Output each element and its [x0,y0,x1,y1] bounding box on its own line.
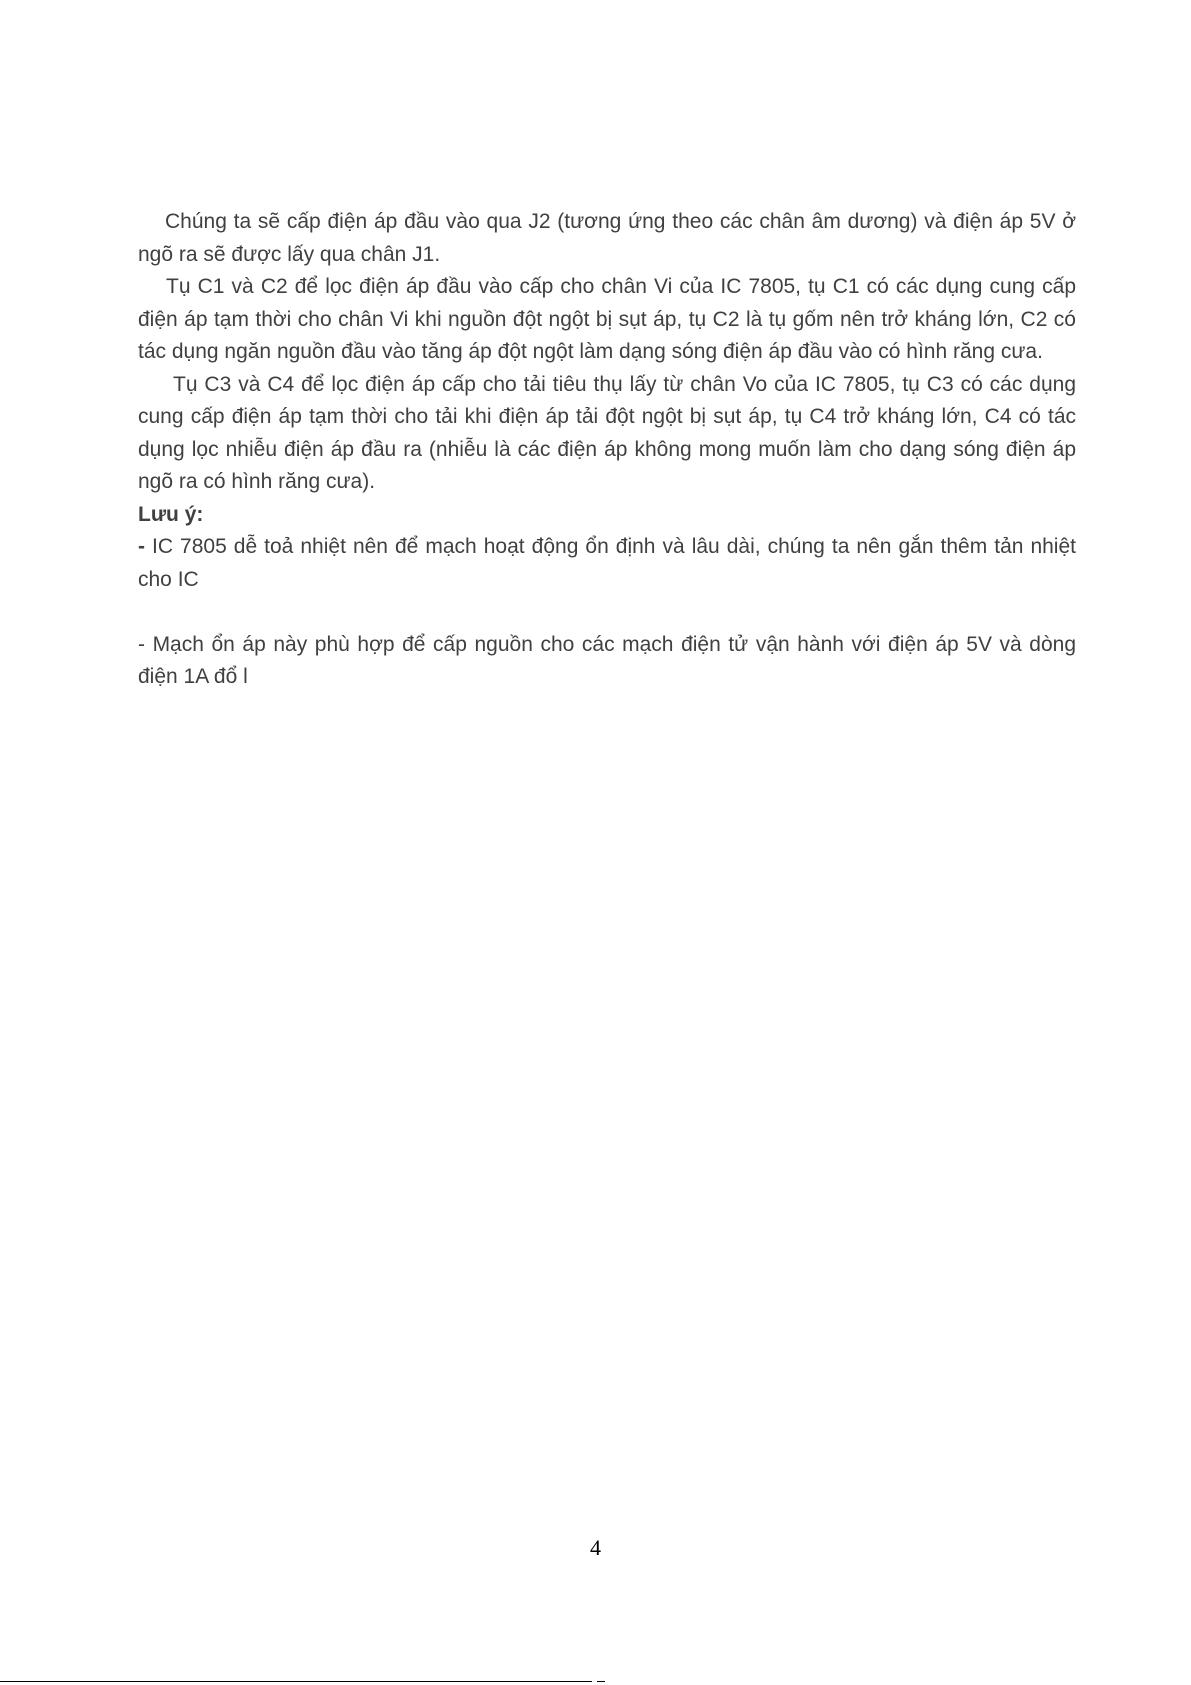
note-item-usage: - Mạch ổn áp này phù hợp để cấp nguồn cho các mạch điện tử vận hành với điện áp 5V và dòng điện 1A đổ l [138,632,1076,688]
note-heading: Lưu ý: [138,502,204,526]
document-body [138,206,1076,694]
note-item-heat-sink [138,531,1076,596]
paragraph-output-capacitors: Tụ C3 và C4 để lọc điện áp cấp cho tải tiêu thụ lấy từ chân Vo của IC 7805, tụ C3 có các dụng cung cấp điện áp tạm thời cho tải khi điện áp tải đột ngột bị sụt áp, tụ C4 trở kháng lớn, C4 có tác dụng lọc nhiễu điện áp đầu ra (nhiễu là các điện áp không mong muốn làm cho dạng sóng điện áp ngõ ra có hình răng cưa). [138,372,1076,493]
footer-rule [0,1681,592,1682]
paragraph-input-voltage: Chúng ta sẽ cấp điện áp đầu vào qua J2 (tương ứng theo các chân âm dương) và điện áp 5V ở ngõ ra sẽ được lấy qua chân J1. [138,210,1076,266]
blank-line [138,596,1076,629]
note-item-text: IC 7805 dễ toả nhiệt nên để mạch hoạt động ổn định và lâu dài, chúng ta nên gắn thêm tản nhiệt cho IC [138,535,1076,591]
page-number: 4 [590,1535,601,1560]
footer-rule-tick [597,1681,605,1682]
note-bullet-marker: - [138,535,145,558]
paragraph-input-capacitors: Tụ C1 và C2 để lọc điện áp đầu vào cấp cho chân Vi của IC 7805, tụ C1 có các dụng cung cấp điện áp tạm thời cho chân Vi khi nguồn đột ngột bị sụt áp, tụ C2 là tụ gốm nên trở kháng lớn, C2 có tác dụng ngăn nguồn đầu vào tăng áp đột ngột làm dạng sóng điện áp đầu vào có hình răng cưa. [138,275,1076,363]
